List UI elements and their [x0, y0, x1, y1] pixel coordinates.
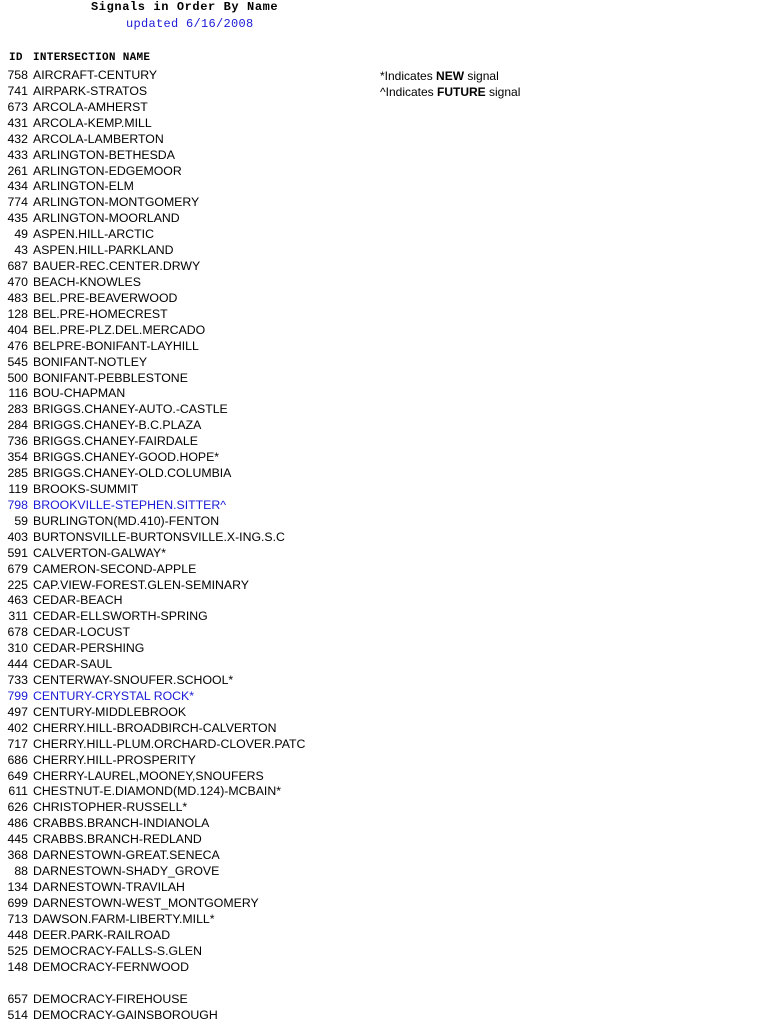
list-item — [0, 434, 420, 450]
list-item — [0, 912, 420, 928]
intersection-name: BEL.PRE-HOMECREST — [33, 306, 168, 321]
intersection-name: BRIGGS.CHANEY-AUTO.-CASTLE — [33, 402, 228, 417]
list-item — [0, 625, 420, 641]
signal-id: 591 — [7, 545, 28, 560]
intersection-name: DARNESTOWN-WEST_MONTGOMERY — [33, 895, 259, 910]
list-item — [0, 148, 420, 164]
intersection-name: CEDAR-LOCUST — [33, 625, 131, 640]
signal-id: 403 — [7, 529, 28, 544]
intersection-name: CEDAR-PERSHING — [33, 641, 145, 656]
list-item — [0, 721, 420, 737]
signal-id: 448 — [7, 927, 28, 942]
signal-id: 134 — [7, 880, 28, 895]
signal-id: 649 — [7, 768, 28, 783]
list-item — [0, 769, 420, 785]
legend-new-word: NEW — [436, 69, 465, 83]
column-header-id: ID — [9, 52, 23, 64]
signal-id: 404 — [7, 322, 28, 337]
list-item — [0, 100, 420, 116]
signal-id: 119 — [8, 481, 28, 496]
intersection-name: DEER.PARK-RAILROAD — [33, 927, 171, 942]
list-item — [0, 243, 420, 259]
signal-id: 678 — [7, 625, 28, 640]
legend-future-word: FUTURE — [437, 85, 486, 99]
list-item — [0, 402, 420, 418]
list-item — [0, 450, 420, 466]
intersection-name: DAWSON.FARM-LIBERTY.MILL* — [33, 911, 215, 926]
list-item — [0, 307, 420, 323]
signal-id: 225 — [7, 577, 28, 592]
intersection-name: CAMERON-SECOND-APPLE — [33, 561, 197, 576]
signal-id: 525 — [7, 943, 28, 958]
signal-id: 673 — [7, 99, 28, 114]
signal-id: 497 — [7, 704, 28, 719]
list-item — [0, 784, 420, 800]
signal-id: 545 — [7, 354, 28, 369]
intersection-name: BONIFANT-PEBBLESTONE — [33, 370, 188, 385]
list-item — [0, 546, 420, 562]
signal-id: 514 — [7, 1007, 28, 1022]
legend-new-suffix: signal — [464, 69, 499, 83]
intersection-name: BROOKVILLE-STEPHEN.SITTER^ — [33, 497, 226, 512]
intersection-name: DEMOCRACY-FALLS-S.GLEN — [33, 943, 203, 958]
list-item — [0, 578, 420, 594]
intersection-name: CEDAR-ELLSWORTH-SPRING — [33, 609, 208, 624]
list-item — [0, 116, 420, 132]
signal-id: 626 — [7, 800, 28, 815]
intersection-name: DEMOCRACY-FERNWOOD — [33, 959, 189, 974]
intersection-name: BEL.PRE-PLZ.DEL.MERCADO — [33, 322, 206, 337]
legend-future-prefix: ^Indicates — [380, 85, 437, 99]
list-item — [0, 992, 420, 1008]
list-item — [0, 386, 420, 402]
signal-id: 483 — [7, 290, 28, 305]
signal-id: 368 — [7, 848, 28, 863]
signal-id: 432 — [7, 131, 28, 146]
intersection-name: CEDAR-BEACH — [33, 593, 123, 608]
list-item — [0, 960, 420, 976]
intersection-name: BEACH-KNOWLES — [33, 274, 141, 289]
intersection-name: BAUER-REC.CENTER.DRWY — [33, 259, 201, 274]
intersection-name: ARLINGTON-ELM — [33, 179, 134, 194]
signal-id: 758 — [7, 68, 28, 82]
list-item — [0, 371, 420, 387]
list-item — [0, 848, 420, 864]
legend-new-prefix: *Indicates — [380, 69, 437, 83]
list-item — [0, 275, 420, 291]
intersection-name: ARLINGTON-MONTGOMERY — [33, 195, 200, 210]
intersection-name: CHRISTOPHER-RUSSELL* — [33, 800, 188, 815]
signal-id: 798 — [7, 497, 28, 512]
signal-id: 733 — [7, 673, 28, 688]
signal-id: 687 — [7, 259, 28, 274]
intersection-name: CHERRY.HILL-PLUM.ORCHARD-CLOVER.PATC — [33, 736, 306, 751]
list-item — [0, 179, 420, 195]
signal-id: 799 — [7, 688, 28, 703]
intersection-name: DARNESTOWN-GREAT.SENECA — [33, 848, 220, 863]
intersection-name: BRIGGS.CHANEY-GOOD.HOPE* — [33, 450, 220, 465]
signal-id: 49 — [14, 227, 28, 242]
intersection-name: ARCOLA-KEMP.MILL — [33, 115, 152, 130]
list-item — [0, 641, 420, 657]
list-item — [0, 562, 420, 578]
intersection-name: CHERRY-LAUREL,MOONEY,SNOUFERS — [33, 768, 264, 783]
signal-id: 500 — [7, 370, 28, 385]
intersection-name: BURLINGTON(MD.410)-FENTON — [33, 513, 220, 528]
signal-id: 402 — [7, 720, 28, 735]
list-item — [0, 593, 420, 609]
intersection-name: DEMOCRACY-GAINSBOROUGH — [33, 1007, 218, 1022]
intersection-name: BROOKS-SUMMIT — [33, 481, 139, 496]
list-item — [0, 466, 420, 482]
intersection-name: BELPRE-BONIFANT-LAYHILL — [33, 338, 199, 353]
intersection-name: ARCOLA-AMHERST — [33, 99, 148, 114]
list-item — [0, 482, 420, 498]
intersection-name: CENTURY-CRYSTAL ROCK* — [33, 688, 195, 703]
intersection-name: BURTONSVILLE-BURTONSVILLE.X-ING.S.C — [33, 529, 285, 544]
list-item — [0, 195, 420, 211]
list-item — [0, 1008, 420, 1024]
intersection-name: ASPEN.HILL-PARKLAND — [33, 243, 174, 258]
intersection-name: BRIGGS.CHANEY-B.C.PLAZA — [33, 418, 202, 433]
list-item — [0, 705, 420, 721]
intersection-name: BRIGGS.CHANEY-FAIRDALE — [33, 434, 198, 449]
list-spacer — [0, 976, 420, 993]
signal-id: 43 — [14, 243, 28, 258]
intersection-name: CALVERTON-GALWAY* — [33, 545, 167, 560]
signal-id: 88 — [14, 864, 28, 879]
intersection-name: AIRCRAFT-CENTURY — [33, 68, 158, 82]
intersection-name: ARLINGTON-BETHESDA — [33, 147, 175, 162]
list-item — [0, 339, 420, 355]
signal-list — [0, 68, 420, 1024]
list-item — [0, 864, 420, 880]
intersection-name: ASPEN.HILL-ARCTIC — [33, 227, 154, 242]
signal-id: 736 — [7, 434, 28, 449]
signal-id: 444 — [7, 657, 28, 672]
signal-id: 285 — [7, 466, 28, 481]
signal-id: 311 — [8, 609, 28, 624]
intersection-name: ARCOLA-LAMBERTON — [33, 131, 164, 146]
signal-id: 611 — [8, 784, 28, 799]
intersection-name: BOU-CHAPMAN — [33, 386, 126, 401]
list-item — [0, 673, 420, 689]
intersection-name: BONIFANT-NOTLEY — [33, 354, 148, 369]
list-item — [0, 132, 420, 148]
signal-id: 310 — [7, 641, 28, 656]
signal-id: 148 — [7, 959, 28, 974]
signal-id: 434 — [7, 179, 28, 194]
intersection-name: CRABBS.BRANCH-REDLAND — [33, 832, 202, 847]
list-item — [0, 609, 420, 625]
signal-id: 717 — [7, 736, 28, 751]
list-item — [0, 880, 420, 896]
intersection-name: CHERRY.HILL-PROSPERITY — [33, 752, 196, 767]
intersection-name: DARNESTOWN-TRAVILAH — [33, 880, 185, 895]
list-item — [0, 498, 420, 514]
column-header-name: INTERSECTION NAME — [33, 52, 151, 64]
list-item — [0, 832, 420, 848]
signal-id: 470 — [7, 274, 28, 289]
list-item — [0, 211, 420, 227]
signal-id: 657 — [7, 992, 28, 1007]
signal-id: 59 — [14, 513, 28, 528]
list-item — [0, 84, 420, 100]
list-item — [0, 657, 420, 673]
signal-id: 463 — [7, 593, 28, 608]
signal-id: 713 — [7, 911, 28, 926]
updated-date: updated 6/16/2008 — [126, 17, 254, 31]
intersection-name: BEL.PRE-BEAVERWOOD — [33, 290, 178, 305]
signal-id: 686 — [7, 752, 28, 767]
signal-id: 486 — [7, 816, 28, 831]
list-item — [0, 259, 420, 275]
list-item — [0, 227, 420, 243]
signal-id: 433 — [7, 147, 28, 162]
list-item — [0, 355, 420, 371]
intersection-name: DEMOCRACY-FIREHOUSE — [33, 992, 188, 1007]
intersection-name: CHERRY.HILL-BROADBIRCH-CALVERTON — [33, 720, 277, 735]
list-item — [0, 896, 420, 912]
intersection-name: CAP.VIEW-FOREST.GLEN-SEMINARY — [33, 577, 249, 592]
legend-future-suffix: signal — [485, 85, 521, 99]
signal-id: 445 — [7, 832, 28, 847]
signal-id: 261 — [7, 163, 28, 178]
signal-id: 283 — [7, 402, 28, 417]
list-item — [0, 514, 420, 530]
list-item — [0, 753, 420, 769]
intersection-name: CRABBS.BRANCH-INDIANOLA — [33, 816, 210, 831]
signal-id: 354 — [7, 450, 28, 465]
list-item — [0, 164, 420, 180]
list-item — [0, 816, 420, 832]
intersection-name: DARNESTOWN-SHADY_GROVE — [33, 864, 220, 879]
signal-id: 774 — [7, 195, 28, 210]
intersection-name: CENTURY-MIDDLEBROOK — [33, 704, 187, 719]
list-item — [0, 928, 420, 944]
list-item — [0, 944, 420, 960]
list-item — [0, 323, 420, 339]
signal-id: 679 — [7, 561, 28, 576]
intersection-name: ARLINGTON-MOORLAND — [33, 211, 180, 226]
intersection-name: CHESTNUT-E.DIAMOND(MD.124)-MCBAIN* — [33, 784, 282, 799]
list-item — [0, 530, 420, 546]
intersection-name: CENTERWAY-SNOUFER.SCHOOL* — [33, 673, 234, 688]
intersection-name: CEDAR-SAUL — [33, 657, 113, 672]
list-item — [0, 689, 420, 705]
intersection-name: BRIGGS.CHANEY-OLD.COLUMBIA — [33, 466, 232, 481]
list-item — [0, 737, 420, 753]
page-title: Signals in Order By Name — [91, 0, 279, 14]
signal-id: 431 — [7, 115, 28, 130]
signal-id: 116 — [8, 386, 28, 401]
signal-id: 476 — [7, 338, 28, 353]
list-item — [0, 418, 420, 434]
signal-id: 699 — [7, 895, 28, 910]
signal-id: 435 — [7, 211, 28, 226]
signal-id: 128 — [7, 306, 28, 321]
signal-id: 284 — [7, 418, 28, 433]
list-item — [0, 800, 420, 816]
intersection-name: ARLINGTON-EDGEMOOR — [33, 163, 182, 178]
list-item — [0, 291, 420, 307]
signal-id: 741 — [7, 83, 28, 98]
intersection-name: AIRPARK-STRATOS — [33, 83, 148, 98]
list-item — [0, 68, 420, 84]
